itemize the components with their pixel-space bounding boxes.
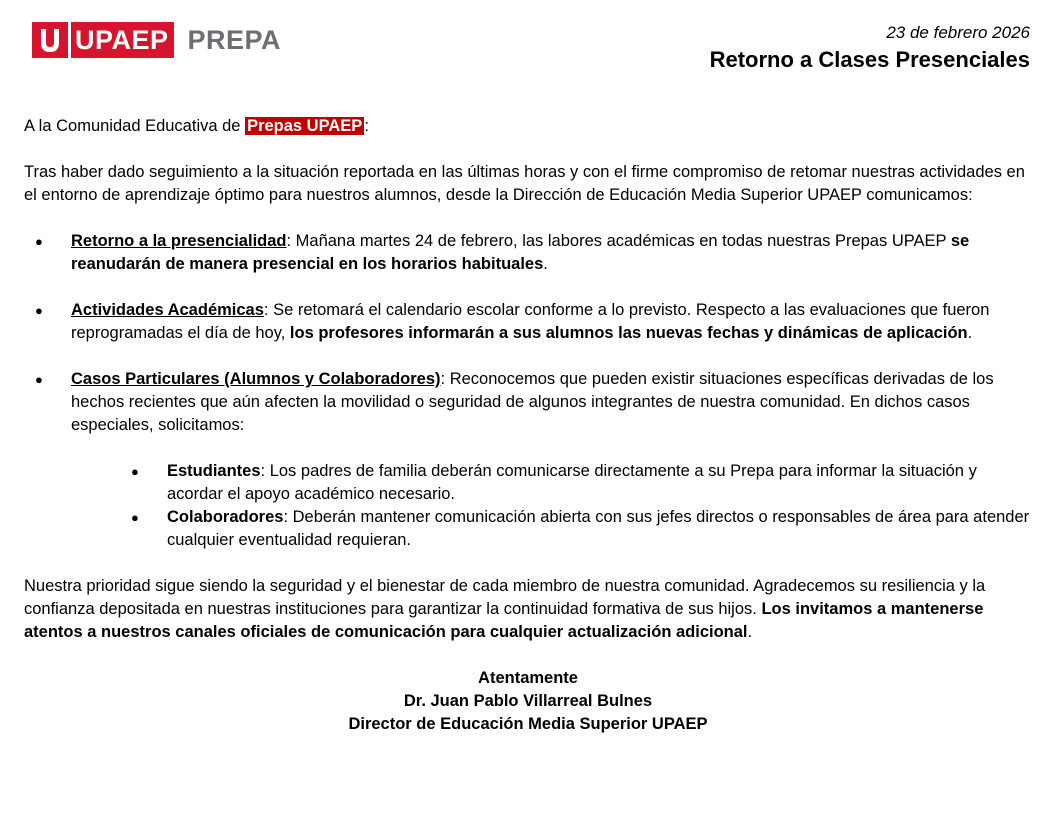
upaep-prepa-logo bbox=[32, 22, 281, 58]
closing-text: Nuestra prioridad sigue siendo la seguridad y el bienestar de cada miembro de nuestra comunidad. Agradecemos su resiliencia y la confianza depositada en nuestras instituciones para garantizar la continuidad formativa de sus hijos. bbox=[24, 577, 986, 618]
subbullet-item bbox=[24, 506, 1032, 552]
bullet-text: : Mañana martes 24 de febrero, las labores académicas en todas nuestras Prepas UPAEP bbox=[286, 232, 951, 250]
subbullet-text: : Los padres de familia deberán comunicarse directamente a su Prepa para informar la situación y acordar el apoyo académico necesario. bbox=[167, 462, 977, 503]
signature-name: Dr. Juan Pablo Villarreal Bulnes bbox=[403, 692, 653, 710]
salutation-highlight: Prepas UPAEP bbox=[247, 117, 363, 135]
bullet-item bbox=[24, 299, 1032, 345]
letter-body bbox=[24, 115, 1032, 736]
bullet-heading: Casos Particulares (Alumnos y Colaboradores) bbox=[71, 370, 441, 388]
closing-bold: Los invitamos a mantenerse atentos a nuestros canales oficiales de comunicación para cualquier actualización adicional bbox=[24, 600, 984, 641]
document-date: 23 de febrero 2026 bbox=[886, 23, 1030, 42]
subbullet-heading: Colaboradores bbox=[167, 508, 284, 526]
bullet-end: . bbox=[967, 324, 973, 342]
signature-position: Director de Educación Media Superior UPAEP bbox=[348, 715, 708, 733]
bullet-heading: Retorno a la presencialidad bbox=[71, 232, 287, 250]
upaep-u-logo-icon bbox=[32, 22, 68, 58]
bullet-item bbox=[24, 368, 1032, 437]
subbullet-text: : Deberán mantener comunicación abierta con sus jefes directos o responsables de área para atender cualquier eventualidad requieran. bbox=[167, 508, 1030, 549]
subbullet-item bbox=[24, 460, 1032, 506]
bullet-bold: los profesores informarán a sus alumnos las nuevas fechas y dinámicas de aplicación bbox=[289, 324, 968, 342]
signature-block bbox=[24, 667, 1032, 736]
intro-paragraph: Tras haber dado seguimiento a la situación reportada en las últimas horas y con el firme compromiso de retomar nuestras actividades en el entorno de aprendizaje óptimo para nuestros alumnos, desde la Dirección de Educación Media Superior UPAEP comunicamos: bbox=[24, 163, 1025, 204]
salutation-suffix: : bbox=[364, 117, 369, 135]
bullet-text: : Se retomará el calendario escolar conforme a lo previsto. Respecto a las evaluaciones que fueron reprogramadas el día de hoy, bbox=[71, 301, 990, 342]
document-title: Retorno a Clases Presenciales bbox=[709, 47, 1030, 72]
header bbox=[710, 22, 1030, 75]
signature-closing: Atentamente bbox=[478, 669, 578, 687]
bullet-end: . bbox=[543, 255, 548, 273]
closing-end: . bbox=[747, 623, 753, 641]
bullet-text: : Reconocemos que pueden existir situaciones específicas derivadas de los hechos recientes que aún afecten la movilidad o seguridad de algunos integrantes de nuestra comunidad. En dichos casos especiales, solicitamos: bbox=[71, 370, 994, 434]
salutation bbox=[24, 115, 1032, 138]
subbullet-heading: Estudiantes bbox=[167, 462, 261, 480]
bullet-item bbox=[24, 230, 1032, 276]
logo-wordmark: UPAEP bbox=[71, 22, 174, 58]
bullet-bold: se reanudarán de manera presencial en los horarios habituales bbox=[71, 232, 970, 273]
bullet-heading: Actividades Académicas bbox=[71, 301, 264, 319]
logo-prepa: PREPA bbox=[187, 25, 282, 55]
salutation-prefix: A la Comunidad Educativa de bbox=[24, 117, 246, 135]
closing-paragraph bbox=[24, 575, 1032, 644]
